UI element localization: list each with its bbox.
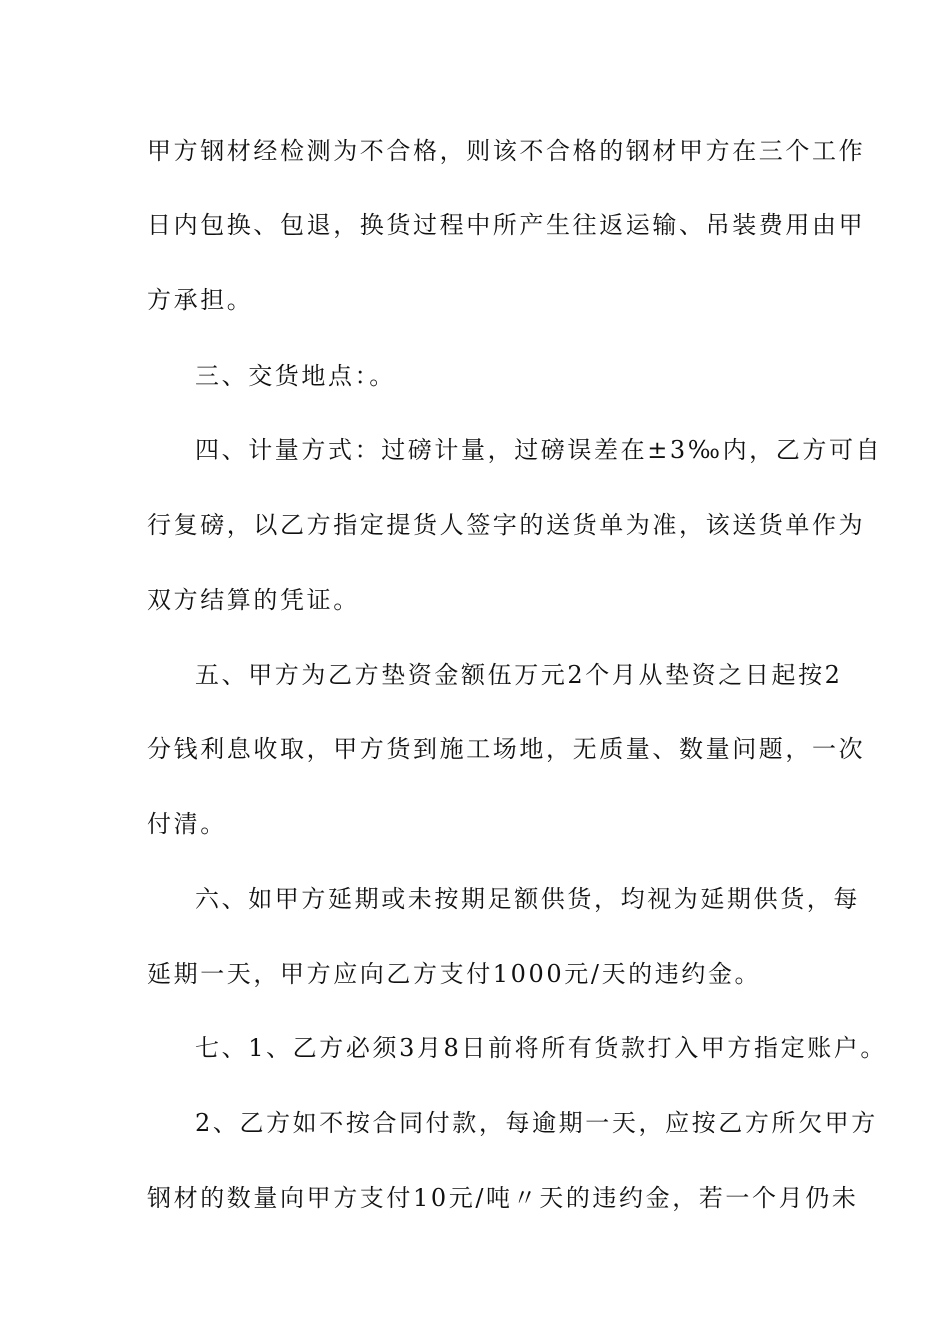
text-line: 甲方钢材经检测为不合格，则该不合格的钢材甲方在三个工作 (147, 137, 866, 165)
text-line: 四、计量方式：过磅计量，过磅误差在±3‰内，乙方可自 (195, 436, 883, 464)
text-line: 五、甲方为乙方垫资金额伍万元2个月从垫资之日起按2 (195, 661, 843, 689)
text-line: 六、如甲方延期或未按期足额供货，均视为延期供货，每 (195, 885, 860, 913)
text-line: 行复磅，以乙方指定提货人签字的送货单为准，该送货单作为 (147, 511, 866, 539)
text-line: 双方结算的凭证。 (147, 586, 360, 614)
text-line: 方承担。 (147, 286, 254, 314)
text-line: 延期一天，甲方应向乙方支付1000元/天的违约金。 (147, 960, 762, 988)
text-line: 七、1、乙方必须3月8日前将所有货款打入甲方指定账户。 (195, 1034, 888, 1062)
text-line: 三、交货地点：。 (195, 362, 396, 390)
text-line: 2、乙方如不按合同付款，每逾期一天，应按乙方所欠甲方 (195, 1109, 878, 1137)
text-line: 钢材的数量向甲方支付10元/吨〃天的违约金，若一个月仍未 (147, 1184, 859, 1212)
text-line: 付清。 (147, 810, 227, 838)
text-line: 日内包换、包退，换货过程中所产生往返运输、吊装费用由甲 (147, 211, 866, 239)
text-line: 分钱利息收取，甲方货到施工场地，无质量、数量问题，一次 (147, 735, 866, 763)
